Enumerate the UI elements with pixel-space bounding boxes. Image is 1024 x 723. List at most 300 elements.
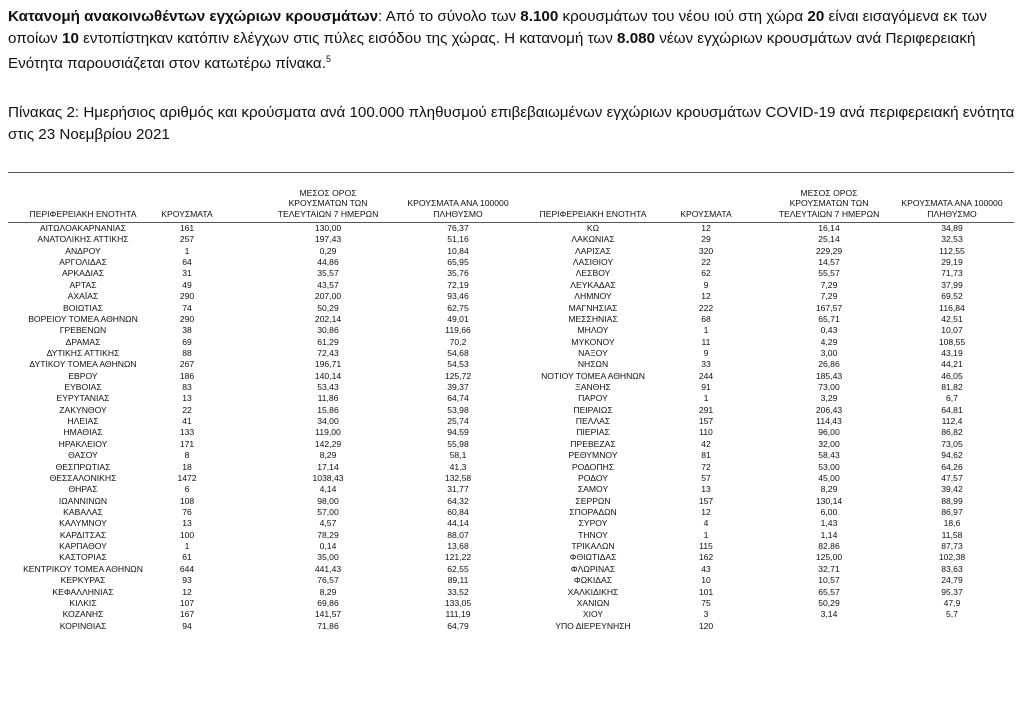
cell-per-100k: 51,16 <box>447 234 469 245</box>
cell-avg-7d: 76,57 <box>317 575 339 586</box>
table-row <box>8 234 1014 245</box>
cell-cases: 69 <box>182 336 192 347</box>
cell-avg-7d: 196,71 <box>314 359 342 370</box>
cell-unit-name: ΠΙΕΡΙΑΣ <box>576 427 610 438</box>
cell-per-100k: 54,53 <box>447 359 469 370</box>
cell-cases: 81 <box>701 450 711 461</box>
table-row <box>8 393 1014 404</box>
cell-per-100k: 55,98 <box>447 438 469 449</box>
cell-avg-7d: 25,14 <box>818 234 840 245</box>
cell-avg-7d: 130,14 <box>815 495 843 506</box>
cell-per-100k: 64,26 <box>941 461 963 472</box>
cell-unit-name: ΛΑΣΙΘΙΟΥ <box>572 257 614 268</box>
cell-per-100k: 18,6 <box>943 518 961 529</box>
cell-cases: 49 <box>182 279 192 290</box>
cell-cases: 13 <box>182 393 192 404</box>
cell-avg-7d: 98,00 <box>317 495 339 506</box>
table-row <box>8 450 1014 461</box>
cell-avg-7d: 6,00 <box>820 506 838 517</box>
cell-cases: 8 <box>184 450 190 461</box>
cell-per-100k: 119,66 <box>445 325 471 336</box>
cell-avg-7d: 17,14 <box>317 461 339 472</box>
cell-unit-name: ΔΥΤΙΚΟΥ ΤΟΜΕΑ ΑΘΗΝΩΝ <box>29 359 137 370</box>
cell-per-100k: 13,68 <box>447 541 469 552</box>
cell-unit-name: ΝΗΣΩΝ <box>577 359 609 370</box>
cell-unit-name: ΘΕΣΠΡΩΤΙΑΣ <box>55 461 111 472</box>
table-header <box>8 173 1014 223</box>
table-row <box>8 325 1014 336</box>
cell-cases: 33 <box>701 359 711 370</box>
cell-unit-name: ΚΕΦΑΛΛΗΝΙΑΣ <box>52 586 114 597</box>
cell-cases: 3 <box>703 609 709 620</box>
cell-cases: 74 <box>182 302 192 313</box>
cell-avg-7d: 441,43 <box>314 563 342 574</box>
cell-cases: 257 <box>179 234 195 245</box>
cell-unit-name: ΜΕΣΣΗΝΙΑΣ <box>568 313 618 324</box>
cell-avg-7d: 61,29 <box>317 336 339 347</box>
cell-per-100k: 88,99 <box>941 495 963 506</box>
table-row <box>8 598 1014 609</box>
cell-avg-7d: 78,29 <box>317 529 339 540</box>
cell-unit-name: ΠΡΕΒΕΖΑΣ <box>570 438 616 449</box>
cell-cases: 108 <box>179 495 195 506</box>
cell-per-100k: 112,55 <box>939 245 965 256</box>
cell-unit-name: ΙΩΑΝΝΙΝΩΝ <box>58 495 108 506</box>
cell-avg-7d: 130,00 <box>314 223 342 233</box>
cell-cases: 57 <box>701 472 711 483</box>
cell-unit-name: ΓΡΕΒΕΝΩΝ <box>59 325 107 336</box>
table-row <box>8 268 1014 279</box>
cell-per-100k: 10,84 <box>447 245 469 256</box>
table-caption: Πίνακας 2: Ημερήσιος αριθμός και κρούσματα ανά 100.000 πληθυσμού επιβεβαιωμένων εγχώριων κρουσμάτων COVID-19 ανά περιφερειακή ενότητα στις 23 Νοεμβρίου 2021 <box>8 104 1015 143</box>
cell-unit-name: ΚΟΡΙΝΘΙΑΣ <box>59 620 107 631</box>
cell-cases: 107 <box>179 597 195 608</box>
cell-avg-7d: 185,43 <box>815 370 843 381</box>
cell-unit-name: ΗΜΑΘΙΑΣ <box>63 427 103 438</box>
cell-per-100k: 10,07 <box>941 325 963 336</box>
table-row <box>8 303 1014 314</box>
header-avg-right: ΜΕΣΟΣ ΟΡΟΣ ΚΡΟΥΣΜΑΤΩΝ ΤΩΝ ΤΕΛΕΥΤΑΙΩΝ 7 ΗΜΕΡΩΝ <box>778 187 880 219</box>
cell-avg-7d: 53,43 <box>317 382 339 393</box>
table-row <box>8 427 1014 438</box>
cell-unit-name: ΚΙΛΚΙΣ <box>69 597 97 608</box>
cell-per-100k: 86,82 <box>941 427 963 438</box>
cell-avg-7d: 82,86 <box>818 541 840 552</box>
cell-per-100k: 35,76 <box>447 268 469 279</box>
cell-cases: 13 <box>701 484 711 495</box>
cell-unit-name: ΔΥΤΙΚΗΣ ΑΤΤΙΚΗΣ <box>46 347 120 358</box>
cell-per-100k: 125,72 <box>444 370 472 381</box>
cell-cases: 22 <box>701 257 711 268</box>
cell-per-100k: 73,05 <box>941 438 963 449</box>
cell-per-100k: 72,19 <box>447 279 469 290</box>
cell-per-100k: 69,52 <box>941 291 963 302</box>
cell-avg-7d: 7,29 <box>820 279 838 290</box>
intro-imported-cases: 20 <box>807 8 825 25</box>
cell-per-100k: 116,84 <box>939 302 965 313</box>
cell-cases: 38 <box>182 325 192 336</box>
cell-per-100k: 47,9 <box>943 597 961 608</box>
intro-paragraph <box>8 6 1016 75</box>
cell-avg-7d: 141,57 <box>314 609 342 620</box>
intro-text-4: εντοπίστηκαν κατόπιν ελέγχων στις πύλες εισόδου της χώρας. Η κατανομή των <box>78 29 618 47</box>
cell-cases: 161 <box>179 223 195 233</box>
intro-text-5: νέων εγχώριων κρουσμάτων ανά Περιφερειακή Ενότητα παρουσιάζεται στον κατωτέρω πίνακα. <box>8 29 976 73</box>
table-row <box>8 530 1014 541</box>
cell-per-100k: 70,2 <box>449 336 467 347</box>
cell-unit-name: ΕΒΡΟΥ <box>68 370 98 381</box>
table-row <box>8 439 1014 450</box>
cell-avg-7d: 26,86 <box>818 359 840 370</box>
cell-per-100k: 5,7 <box>946 609 958 620</box>
cell-avg-7d: 3,14 <box>820 609 838 620</box>
cell-unit-name: ΒΟΙΩΤΙΑΣ <box>63 302 103 313</box>
cell-cases: 12 <box>701 291 711 302</box>
cell-per-100k: 60,84 <box>447 506 469 517</box>
cell-avg-7d: 30,86 <box>317 325 339 336</box>
cell-per-100k: 71,73 <box>941 268 963 279</box>
cell-avg-7d: 229,29 <box>815 245 843 256</box>
cell-avg-7d: 11,86 <box>317 393 339 404</box>
cell-avg-7d: 35,57 <box>317 268 339 279</box>
table-row <box>8 246 1014 257</box>
cell-per-100k: 64,81 <box>941 404 963 415</box>
cell-cases: 83 <box>182 382 192 393</box>
cell-unit-name: ΘΑΣΟΥ <box>68 450 98 461</box>
cell-per-100k: 39,37 <box>447 382 469 393</box>
cell-per-100k: 87,73 <box>941 541 963 552</box>
cell-per-100k: 62,75 <box>447 302 469 313</box>
cell-per-100k: 88,07 <box>447 529 469 540</box>
cell-unit-name: ΤΗΝΟΥ <box>578 529 608 540</box>
cell-avg-7d: 71,86 <box>317 620 339 631</box>
table-row <box>8 496 1014 507</box>
cell-cases: 100 <box>179 529 195 540</box>
cell-unit-name: ΦΛΩΡΙΝΑΣ <box>570 563 616 574</box>
cell-cases: 290 <box>179 291 195 302</box>
cell-unit-name: ΣΕΡΡΩΝ <box>575 495 611 506</box>
cell-cases: 12 <box>701 506 711 517</box>
cell-cases: 162 <box>698 552 714 563</box>
table-row <box>8 280 1014 291</box>
cell-cases: 13 <box>182 518 192 529</box>
cell-avg-7d: 35,00 <box>317 552 339 563</box>
cell-cases: 43 <box>701 563 711 574</box>
cell-cases: 91 <box>701 382 711 393</box>
cell-cases: 62 <box>701 268 711 279</box>
cell-per-100k: 81,82 <box>941 382 963 393</box>
cell-per-100k: 95,37 <box>941 586 963 597</box>
cell-cases: 4 <box>703 518 709 529</box>
cell-unit-name: ΛΑΡΙΣΑΣ <box>575 245 611 256</box>
cell-per-100k: 46,05 <box>941 370 963 381</box>
cell-unit-name: ΣΠΟΡΑΔΩΝ <box>569 506 617 517</box>
cell-avg-7d: 1038,43 <box>312 472 344 483</box>
header-cases-left: ΚΡΟΥΣΜΑΤΑ <box>161 208 213 219</box>
cell-unit-name: ΚΕΝΤΡΙΚΟΥ ΤΟΜΕΑ ΑΘΗΝΩΝ <box>23 563 143 574</box>
table-row <box>8 564 1014 575</box>
cell-avg-7d: 65,57 <box>818 586 840 597</box>
cell-unit-name: ΚΟΖΑΝΗΣ <box>62 609 104 620</box>
cell-per-100k: 31,77 <box>447 484 469 495</box>
cell-per-100k: 24,79 <box>941 575 963 586</box>
cell-unit-name: ΑΙΤΩΛΟΑΚΑΡΝΑΝΙΑΣ <box>39 223 127 233</box>
cell-unit-name: ΘΗΡΑΣ <box>68 484 98 495</box>
cell-unit-name: ΗΡΑΚΛΕΙΟΥ <box>58 438 108 449</box>
cell-unit-name: ΚΑΛΥΜΝΟΥ <box>59 518 107 529</box>
table-row <box>8 507 1014 518</box>
intro-text-2: κρουσμάτων του νέου ιού στη χώρα <box>558 8 808 25</box>
cell-avg-7d: 125,00 <box>815 552 843 563</box>
cell-per-100k: 121,22 <box>444 552 472 563</box>
cell-unit-name: ΤΡΙΚΑΛΩΝ <box>571 541 615 552</box>
table-row <box>8 621 1014 632</box>
cell-per-100k: 89,11 <box>447 575 469 586</box>
header-per100k-right: ΚΡΟΥΣΜΑΤΑ ΑΝΑ 100000 ΠΛΗΘΥΣΜΟ <box>901 198 1003 219</box>
cell-cases: 1 <box>703 393 709 404</box>
cell-cases: 171 <box>179 438 195 449</box>
table-row <box>8 552 1014 563</box>
cell-cases: 267 <box>179 359 195 370</box>
cell-avg-7d: 1,43 <box>820 518 838 529</box>
cell-cases: 644 <box>179 563 195 574</box>
cell-per-100k: 47,57 <box>941 472 963 483</box>
cell-unit-name: ΡΕΘΥΜΝΟΥ <box>568 450 618 461</box>
cell-avg-7d: 44,86 <box>317 257 339 268</box>
cell-unit-name: ΚΩ <box>586 223 600 233</box>
header-unit-left: ΠΕΡΙΦΕΡΕΙΑΚΗ ΕΝΟΤΗΤΑ <box>29 208 137 219</box>
cell-cases: 1 <box>184 541 190 552</box>
cell-unit-name: ΑΝΔΡΟΥ <box>65 245 101 256</box>
table-row <box>8 609 1014 620</box>
cell-cases: 6 <box>184 484 190 495</box>
cell-cases: 31 <box>182 268 192 279</box>
intro-text-3: είναι εισαγόμενα εκ των οποίων <box>8 8 987 47</box>
cell-avg-7d: 119,00 <box>315 427 341 438</box>
cell-per-100k: 94,59 <box>447 427 469 438</box>
cell-cases: 29 <box>701 234 711 245</box>
cell-unit-name: ΖΑΚΥΝΘΟΥ <box>59 404 107 415</box>
cell-avg-7d: 14,57 <box>818 257 840 268</box>
table-row <box>8 314 1014 325</box>
cell-unit-name: ΚΑΣΤΟΡΙΑΣ <box>59 552 107 563</box>
cell-per-100k: 39,42 <box>941 484 963 495</box>
cell-unit-name: ΝΑΞΟΥ <box>578 347 608 358</box>
cell-per-100k: 86,97 <box>941 506 963 517</box>
cell-cases: 10 <box>701 575 711 586</box>
cell-per-100k: 133,05 <box>444 597 472 608</box>
intro-total-cases: 8.100 <box>520 8 559 25</box>
cell-unit-name: ΑΡΤΑΣ <box>69 279 97 290</box>
cell-cases: 115 <box>699 541 713 552</box>
cell-avg-7d: 73,00 <box>818 382 840 393</box>
cell-per-100k: 93,46 <box>447 291 469 302</box>
table-row <box>8 587 1014 598</box>
table-body <box>8 223 1014 632</box>
cell-per-100k: 49,01 <box>447 313 469 324</box>
cell-per-100k: 34,89 <box>941 223 963 233</box>
cell-avg-7d: 50,29 <box>317 302 339 313</box>
cell-per-100k: 62,55 <box>447 563 469 574</box>
cell-cases: 22 <box>182 404 192 415</box>
cell-cases: 120 <box>698 620 714 631</box>
cell-unit-name: ΘΕΣΣΑΛΟΝΙΚΗΣ <box>49 472 117 483</box>
cell-unit-name: ΛΕΥΚΑΔΑΣ <box>570 279 616 290</box>
cell-unit-name: ΜΥΚΟΝΟΥ <box>571 336 615 347</box>
table-row <box>8 518 1014 529</box>
cell-per-100k: 64,79 <box>447 620 469 631</box>
cell-cases: 9 <box>703 347 709 358</box>
table-row <box>8 405 1014 416</box>
cell-per-100k: 94,62 <box>941 450 963 461</box>
cell-unit-name: ΚΑΡΠΑΘΟΥ <box>59 541 107 552</box>
cell-unit-name: ΚΑΡΔΙΤΣΑΣ <box>59 529 107 540</box>
cell-avg-7d: 207,00 <box>314 291 342 302</box>
footnote-marker: 5 <box>325 54 331 64</box>
cell-unit-name: ΜΑΓΝΗΣΙΑΣ <box>568 302 618 313</box>
cell-cases: 94 <box>182 620 192 631</box>
cell-cases: 222 <box>698 302 714 313</box>
header-unit-right: ΠΕΡΙΦΕΡΕΙΑΚΗ ΕΝΟΤΗΤΑ <box>539 208 647 219</box>
cell-per-100k: 44,21 <box>941 359 963 370</box>
cell-unit-name: ΡΟΔΟΠΗΣ <box>571 461 615 472</box>
intro-lead: Κατανομή ανακοινωθέντων εγχώριων κρουσμάτων <box>8 8 379 25</box>
cell-avg-7d: 7,29 <box>820 291 838 302</box>
cell-cases: 291 <box>698 404 714 415</box>
cell-avg-7d: 58,43 <box>818 450 840 461</box>
cell-cases: 9 <box>703 279 709 290</box>
table-row <box>8 484 1014 495</box>
intro-text-1: : Από το σύνολο των <box>378 8 521 25</box>
cell-per-100k: 25,74 <box>447 416 469 427</box>
cell-cases: 110 <box>699 427 713 438</box>
cell-avg-7d: 8,29 <box>319 450 337 461</box>
cell-cases: 320 <box>698 245 714 256</box>
cell-unit-name: ΕΥΒΟΙΑΣ <box>64 382 102 393</box>
cell-avg-7d: 114,43 <box>816 416 842 427</box>
cell-per-100k: 37,99 <box>941 279 963 290</box>
cell-unit-name: ΥΠΟ ΔΙΕΡΕΥΝΗΣΗ <box>555 620 631 631</box>
intro-domestic-cases: 8.080 <box>617 29 656 47</box>
cell-unit-name: ΗΛΕΙΑΣ <box>67 416 99 427</box>
cell-avg-7d: 8,29 <box>319 586 337 597</box>
cell-unit-name: ΡΟΔΟΥ <box>578 472 608 483</box>
cell-unit-name: ΑΧΑΪΑΣ <box>67 291 99 302</box>
cell-avg-7d: 142,29 <box>314 438 342 449</box>
cell-per-100k: 32,53 <box>941 234 963 245</box>
cell-cases: 76 <box>182 506 192 517</box>
cell-per-100k: 112,4 <box>941 416 963 427</box>
cell-per-100k: 65,95 <box>447 257 469 268</box>
cell-cases: 290 <box>179 313 195 324</box>
cell-avg-7d: 72,43 <box>317 347 339 358</box>
cell-unit-name: ΞΑΝΘΗΣ <box>575 382 611 393</box>
cell-cases: 61 <box>182 552 192 563</box>
table-row <box>8 473 1014 484</box>
cell-per-100k: 132,58 <box>444 472 472 483</box>
cell-per-100k: 64,74 <box>447 393 469 404</box>
cell-per-100k: 6,7 <box>946 393 958 404</box>
cell-cases: 88 <box>182 347 192 358</box>
cell-unit-name: ΕΥΡΥΤΑΝΙΑΣ <box>56 393 110 404</box>
cell-avg-7d: 4,14 <box>319 484 337 495</box>
cell-cases: 133 <box>179 427 195 438</box>
table-row <box>8 291 1014 302</box>
cell-cases: 1 <box>184 245 190 256</box>
cell-avg-7d: 15,86 <box>317 404 339 415</box>
cell-cases: 12 <box>182 586 192 597</box>
cell-unit-name: ΠΕΛΛΑΣ <box>575 416 611 427</box>
cell-unit-name: ΣΑΜΟΥ <box>577 484 609 495</box>
cell-unit-name: ΛΑΚΩΝΙΑΣ <box>571 234 615 245</box>
cell-per-100k: 64,32 <box>447 495 469 506</box>
cell-per-100k: 33,52 <box>447 586 469 597</box>
table-row <box>8 541 1014 552</box>
cell-per-100k: 43,19 <box>941 347 963 358</box>
table-row <box>8 223 1014 234</box>
cell-cases: 41 <box>182 416 192 427</box>
cell-cases: 12 <box>701 223 711 233</box>
cell-avg-7d: 1,14 <box>820 529 838 540</box>
cell-cases: 244 <box>698 370 714 381</box>
header-avg-left: ΜΕΣΟΣ ΟΡΟΣ ΚΡΟΥΣΜΑΤΩΝ ΤΩΝ ΤΕΛΕΥΤΑΙΩΝ 7 ΗΜΕΡΩΝ <box>277 187 379 219</box>
cell-cases: 72 <box>701 461 711 472</box>
cell-unit-name: ΦΘΙΩΤΙΔΑΣ <box>569 552 617 563</box>
cell-per-100k: 11,58 <box>941 529 963 540</box>
cell-unit-name: ΚΕΡΚΥΡΑΣ <box>60 575 106 586</box>
cell-cases: 42 <box>701 438 711 449</box>
cell-cases: 1 <box>703 529 709 540</box>
cell-unit-name: ΠΑΡΟΥ <box>578 393 608 404</box>
cell-unit-name: ΧΑΛΚΙΔΙΚΗΣ <box>567 586 619 597</box>
intro-border-cases: 10 <box>62 29 79 47</box>
cell-per-100k: 54,68 <box>447 347 469 358</box>
cell-avg-7d: 10,57 <box>818 575 840 586</box>
cell-per-100k: 53,98 <box>447 404 469 415</box>
cell-cases: 1472 <box>177 472 197 483</box>
cell-unit-name: ΦΩΚΙΔΑΣ <box>573 575 613 586</box>
cell-avg-7d: 32,00 <box>818 438 840 449</box>
cell-avg-7d: 16,14 <box>818 223 840 233</box>
cell-per-100k: 111,19 <box>445 609 471 620</box>
cell-cases: 157 <box>698 495 714 506</box>
cell-avg-7d: 45,00 <box>818 472 840 483</box>
cell-cases: 1 <box>703 325 709 336</box>
cell-cases: 75 <box>701 597 711 608</box>
cell-per-100k: 102,38 <box>938 552 966 563</box>
table-row <box>8 337 1014 348</box>
cell-cases: 11 <box>701 336 711 347</box>
cell-cases: 93 <box>182 575 192 586</box>
cell-unit-name: ΧΙΟΥ <box>582 609 604 620</box>
cell-avg-7d: 167,57 <box>815 302 843 313</box>
cell-unit-name: ΠΕΙΡΑΙΩΣ <box>573 404 613 415</box>
cell-avg-7d: 0,14 <box>319 541 337 552</box>
cell-avg-7d: 4,57 <box>319 518 337 529</box>
table-row <box>8 371 1014 382</box>
cell-unit-name: ΛΗΜΝΟΥ <box>574 291 612 302</box>
cell-avg-7d: 32,71 <box>818 563 840 574</box>
cell-avg-7d: 3,29 <box>820 393 838 404</box>
cell-cases: 157 <box>698 416 714 427</box>
table-row <box>8 348 1014 359</box>
cell-per-100k: 108,55 <box>938 336 966 347</box>
cell-avg-7d: 69,86 <box>317 597 339 608</box>
cell-avg-7d: 4,29 <box>820 336 838 347</box>
cell-unit-name: ΔΡΑΜΑΣ <box>65 336 101 347</box>
cell-unit-name: ΚΑΒΑΛΑΣ <box>63 506 103 517</box>
cell-avg-7d: 34,00 <box>317 416 339 427</box>
